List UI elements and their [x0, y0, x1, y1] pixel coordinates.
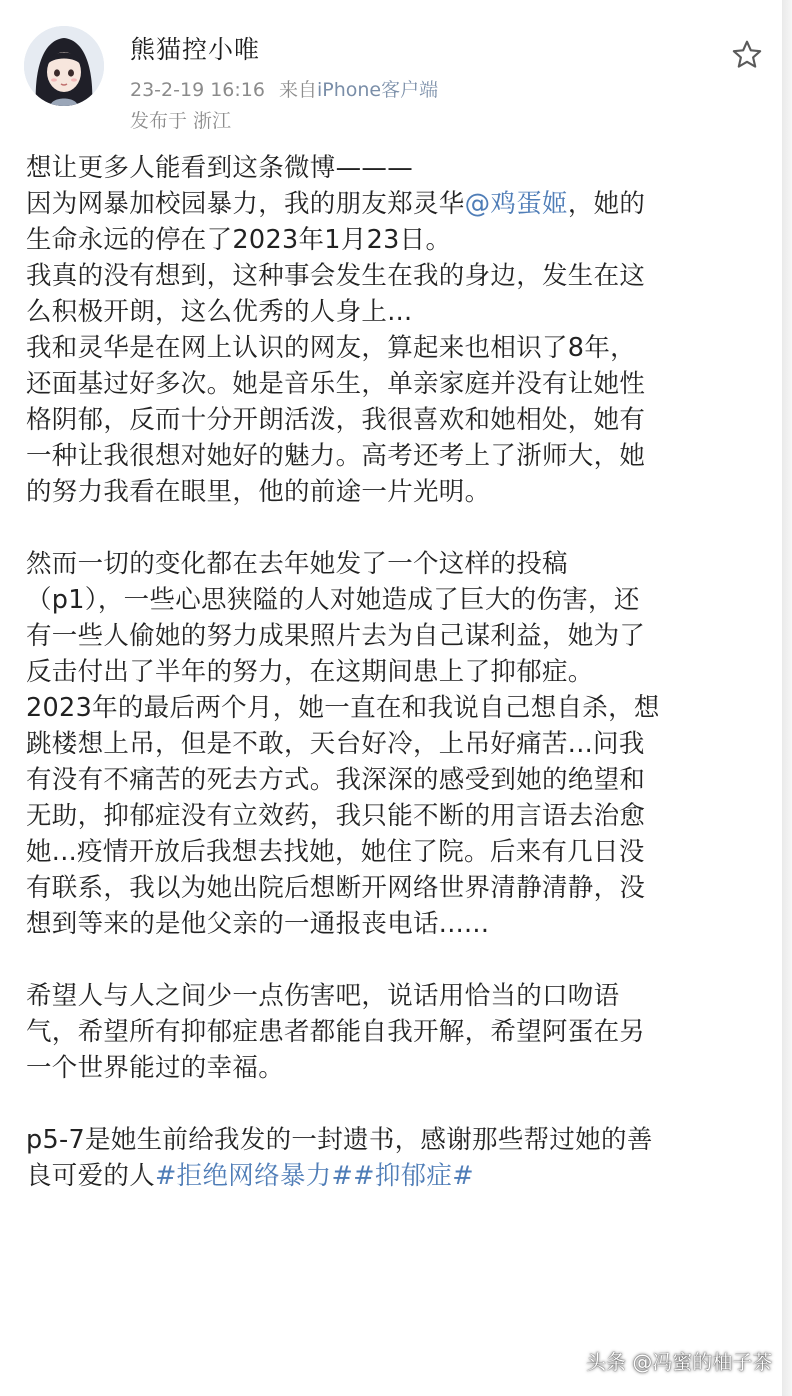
text-segment: ，她的 — [567, 189, 646, 219]
post-text-line: p5-7是她生前给我发的一封遗书，感谢那些帮过她的善 — [26, 1125, 653, 1155]
post-text-line: 我真的没有想到，这种事会发生在我的身边，发生在这 — [26, 261, 646, 291]
post-header — [0, 0, 792, 150]
paragraph-gap — [26, 942, 776, 978]
post-text-line: 她...疫情开放后我想去找她，她住了院。后来有几日没 — [26, 837, 645, 867]
post-text-line: 一种让我很想对她好的魅力。高考还考上了浙师大，她 — [26, 441, 646, 471]
post-text-line: 还面基过好多次。她是音乐生，单亲家庭并没有让她性 — [26, 369, 646, 399]
post-text-line: 跳楼想上吊，但是不敢，天台好冷，上吊好痛苦...问我 — [26, 729, 645, 759]
paragraph-gap — [26, 510, 776, 546]
post-text-line: 我和灵华是在网上认识的网友，算起来也相识了8年， — [26, 333, 636, 363]
post-text-line: 有一些人偷她的努力成果照片去为自己谋利益，她为了 — [26, 621, 646, 651]
post-text-line: （p1），一些心思狭隘的人对她造成了巨大的伤害，还 — [26, 585, 640, 615]
watermark: 头条 @冯蜜的柚子茶 — [586, 1350, 773, 1374]
post-timestamp: 23-2-19 16:16 — [130, 79, 265, 101]
hashtag-link[interactable]: #抑郁症# — [353, 1161, 474, 1191]
source-prefix: 来自 — [278, 79, 317, 101]
post-text-line: 希望人与人之间少一点伤害吧，说话用恰当的口吻语 — [26, 981, 620, 1011]
post-text-line — [26, 1158, 776, 1194]
post-text-line: 么积极开朗，这么优秀的人身上... — [26, 297, 413, 327]
text-segment: 良可爱的人 — [26, 1161, 156, 1191]
post-body — [26, 150, 776, 1194]
post-location: 发布于 浙江 — [130, 110, 232, 132]
post-text-line — [26, 186, 776, 222]
avatar-illustration — [24, 26, 104, 106]
post-meta — [130, 77, 438, 103]
mention-link[interactable]: @鸡蛋姬 — [464, 189, 568, 219]
star-icon[interactable] — [730, 38, 764, 72]
post-text-line: 想到等来的是他父亲的一通报丧电话...... — [26, 909, 490, 939]
post-text-line: 一个世界能过的幸福。 — [26, 1053, 285, 1083]
hashtag-link[interactable]: #拒绝网络暴力# — [155, 1161, 354, 1191]
post-text-line: 气，希望所有抑郁症患者都能自我开解，希望阿蛋在另 — [26, 1017, 646, 1047]
post-text-line: 有没有不痛苦的死去方式。我深深的感受到她的绝望和 — [26, 765, 646, 795]
post-text-line: 的努力我看在眼里，他的前途一片光明。 — [26, 477, 491, 507]
post-text-line: 格阴郁，反而十分开朗活泼，我很喜欢和她相处，她有 — [26, 405, 646, 435]
post-text-line: 生命永远的停在了2023年1月23日。 — [26, 225, 452, 255]
post-text-line: 有联系，我以为她出院后想断开网络世界清静清静，没 — [26, 873, 646, 903]
paragraph-gap — [26, 1086, 776, 1122]
post-text-line: 2023年的最后两个月，她一直在和我说自己想自杀，想 — [26, 693, 660, 723]
source-client[interactable]: iPhone客户端 — [316, 79, 439, 101]
text-segment: 因为网暴加校园暴力，我的朋友郑灵华 — [26, 189, 465, 219]
scrollbar[interactable] — [782, 0, 792, 1396]
post-text-line: 无助，抑郁症没有立效药，我只能不断的用言语去治愈 — [26, 801, 646, 831]
post-text-line: 反击付出了半年的努力，在这期间患上了抑郁症。 — [26, 657, 594, 687]
avatar[interactable] — [24, 26, 104, 106]
post-text-line: 然而一切的变化都在去年她发了一个这样的投稿 — [26, 549, 568, 579]
username[interactable]: 熊猫控小唯 — [130, 35, 261, 64]
post-text-line: 想让更多人能看到这条微博——— — [26, 153, 414, 183]
